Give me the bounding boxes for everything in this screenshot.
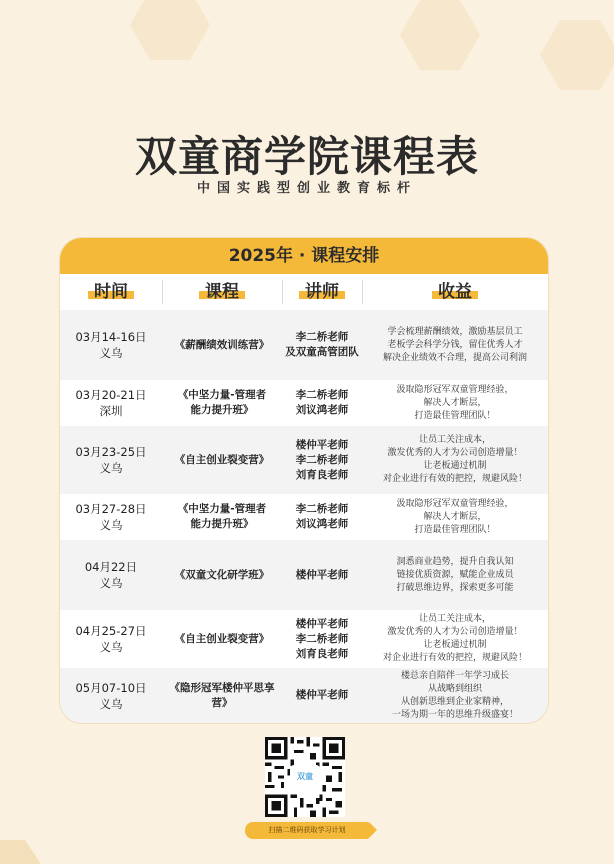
qr-logo-badge: 双童: [290, 765, 320, 789]
row-benefit: 汲取隐形冠军双童管理经验， 解决人才断层， 打造最佳管理团队！: [396, 384, 514, 421]
row-benefit: 让员工关注成本， 激发优秀的人才为公司创造增量！ 让老板通过机制 对企业进行有效的把控，规避风险！: [382, 614, 527, 663]
page-subtitle: 中国实践型创业教育标杆: [196, 181, 417, 196]
row-teacher: 楼仲平老师: [295, 689, 349, 701]
column-header-teacher: 讲师: [305, 282, 339, 302]
row-time: 04月22日 义乌: [84, 560, 138, 590]
row-time: 04月25-27日 义乌: [75, 624, 147, 654]
row-teacher: 李二桥老师 刘议鸿老师: [295, 389, 349, 416]
schedule-card: [60, 238, 548, 723]
table-row: [60, 610, 548, 668]
hexagon-decoration-top: [0, 0, 614, 120]
column-header-row: [60, 274, 548, 310]
row-time: 03月23-25日 义乌: [75, 445, 147, 475]
row-course: 《双童文化研学班》: [174, 568, 270, 581]
page-title: 双童商学院课程表: [134, 132, 479, 181]
column-header-course: 课程: [205, 282, 239, 302]
row-course: 《自主创业裂变营》: [174, 632, 270, 645]
row-benefit: 楼总亲自陪伴一年学习成长 从战略到组织 从创新思维到企业家精神， 一场为期一年的思维升级盛宴！: [391, 670, 518, 720]
row-time: 03月14-16日 义乌: [75, 330, 147, 360]
row-teacher: 楼仲平老师: [295, 568, 349, 581]
row-course: 《隐形冠军楼仲平思享营》: [169, 681, 275, 709]
row-benefit: 洞悉商业趋势，提升自我认知 链接优质资源，赋能企业成员 打破思维边界，探索更多可能: [396, 556, 514, 593]
row-course: 《自主创业裂变营》: [174, 453, 270, 466]
row-teacher: 李二桥老师 及双童高管团队: [285, 331, 359, 358]
row-course: 《中坚力量-管理者 能力提升班》: [177, 503, 267, 530]
table-row: [60, 426, 548, 494]
row-benefit: 学会梳理薪酬绩效，激励基层员工 老板学会科学分钱，留住优秀人才 解决企业绩效不合理，提高公司利润: [382, 326, 527, 363]
row-teacher: 楼仲平老师 李二桥老师 刘育良老师: [295, 617, 349, 660]
row-time: 03月20-21日 深圳: [75, 388, 147, 418]
column-header-benefit: 收益: [438, 282, 472, 302]
scan-qr-cta[interactable]: 扫描二维码获取学习计划: [245, 822, 369, 839]
table-row: [60, 668, 548, 723]
table-row: [60, 380, 548, 426]
row-time: 05月07-10日 义乌: [75, 680, 147, 711]
table-row: [60, 494, 548, 540]
row-teacher: 李二桥老师 刘议鸿老师: [295, 503, 349, 530]
row-course: 《中坚力量-管理者 能力提升班》: [177, 389, 267, 416]
row-time: 03月27-28日 义乌: [75, 502, 147, 532]
column-header-time: 时间: [94, 282, 128, 302]
schedule-heading: 2025年 · 课程安排: [60, 238, 548, 274]
row-benefit: 让员工关注成本， 激发优秀的人才为公司创造增量！ 让老板通过机制 对企业进行有效的把控，规避风险！: [382, 435, 527, 484]
row-course: 《薪酬绩效训练营》: [174, 338, 270, 351]
table-row: [60, 310, 548, 380]
table-row: [60, 540, 548, 610]
row-teacher: 楼仲平老师 李二桥老师 刘育良老师: [295, 438, 349, 481]
row-benefit: 汲取隐形冠军双童管理经验， 解决人才断层， 打造最佳管理团队！: [396, 498, 514, 535]
